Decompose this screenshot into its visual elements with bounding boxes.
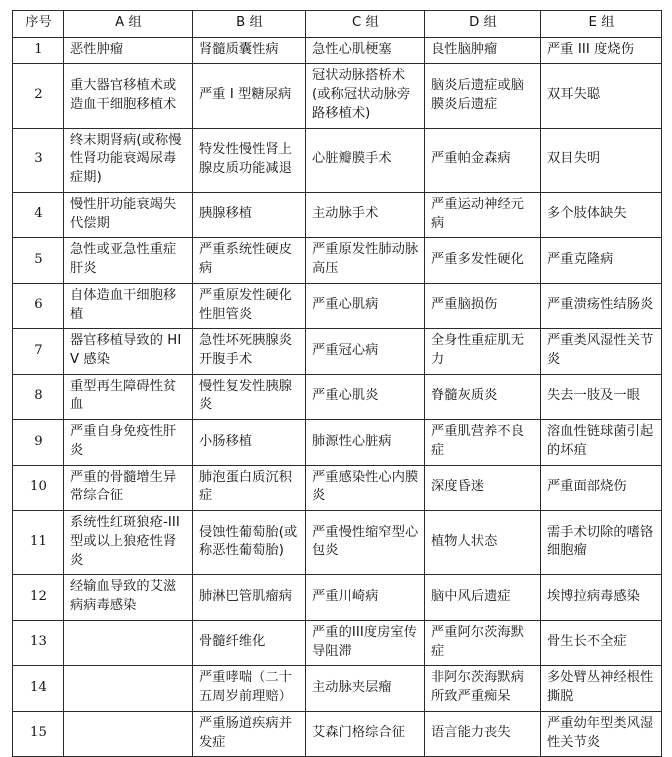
cell-group-b: 特发性慢性肾上腺皮质功能减退 <box>193 128 306 192</box>
cell-group-a: 器官移植导致的 HIV 感染 <box>64 329 193 374</box>
table-row <box>13 238 662 283</box>
cell-group-e: 严重溃疡性结肠炎 <box>541 283 662 328</box>
header-row <box>13 11 662 38</box>
cell-group-e: 埃博拉病毒感染 <box>541 575 662 620</box>
cell-group-b: 肾髓质囊性病 <box>193 37 306 64</box>
table-row <box>13 128 662 192</box>
cell-group-d: 全身性重症肌无力 <box>425 329 541 374</box>
cell-group-d: 良性脑肿瘤 <box>425 37 541 64</box>
table-body <box>13 37 662 757</box>
cell-group-b: 严重肠道疾病并发症 <box>193 711 306 756</box>
cell-group-d: 植物人状态 <box>425 511 541 575</box>
cell-group-b: 严重 I 型糖尿病 <box>193 64 306 128</box>
row-index: 1 <box>13 37 64 64</box>
row-index: 14 <box>13 666 64 711</box>
row-index: 5 <box>13 238 64 283</box>
cell-group-b: 严重哮喘（二十五周岁前理赔） <box>193 666 306 711</box>
cell-group-b: 骨髓纤维化 <box>193 620 306 665</box>
cell-group-d: 非阿尔茨海默病所致严重痴呆 <box>425 666 541 711</box>
column-header-group-c: C 组 <box>306 11 425 38</box>
cell-group-a <box>64 620 193 665</box>
cell-group-b: 侵蚀性葡萄胎(或称恶性葡萄胎) <box>193 511 306 575</box>
row-index: 10 <box>13 465 64 510</box>
cell-group-e: 严重幼年型类风湿性关节炎 <box>541 711 662 756</box>
cell-group-c: 严重川崎病 <box>306 575 425 620</box>
row-index: 11 <box>13 511 64 575</box>
cell-group-e: 双耳失聪 <box>541 64 662 128</box>
cell-group-d: 严重多发性硬化 <box>425 238 541 283</box>
row-index: 8 <box>13 374 64 419</box>
row-index: 7 <box>13 329 64 374</box>
table-row <box>13 283 662 328</box>
cell-group-a <box>64 666 193 711</box>
cell-group-e: 溶血性链球菌引起的坏疽 <box>541 420 662 465</box>
cell-group-e: 严重 III 度烧伤 <box>541 37 662 64</box>
cell-group-c: 严重的III度房室传导阻滞 <box>306 620 425 665</box>
column-header-group-d: D 组 <box>425 11 541 38</box>
table-row <box>13 465 662 510</box>
cell-group-c: 严重慢性缩窄型心包炎 <box>306 511 425 575</box>
cell-group-a <box>64 711 193 756</box>
row-index: 12 <box>13 575 64 620</box>
cell-group-c: 心脏瓣膜手术 <box>306 128 425 192</box>
cell-group-c: 严重心肌炎 <box>306 374 425 419</box>
cell-group-b: 严重原发性硬化性胆管炎 <box>193 283 306 328</box>
cell-group-d: 深度昏迷 <box>425 465 541 510</box>
column-header-index: 序号 <box>13 11 64 38</box>
table-row <box>13 711 662 756</box>
cell-group-e: 骨生长不全症 <box>541 620 662 665</box>
cell-group-d: 严重帕金森病 <box>425 128 541 192</box>
row-index: 4 <box>13 192 64 237</box>
table-row <box>13 192 662 237</box>
cell-group-c: 急性心肌梗塞 <box>306 37 425 64</box>
table-row <box>13 329 662 374</box>
cell-group-d: 严重脑损伤 <box>425 283 541 328</box>
cell-group-b: 急性坏死胰腺炎开腹手术 <box>193 329 306 374</box>
table-row <box>13 575 662 620</box>
column-header-group-e: E 组 <box>541 11 662 38</box>
cell-group-d: 脑炎后遗症或脑膜炎后遗症 <box>425 64 541 128</box>
cell-group-a: 经输血导致的艾滋病病毒感染 <box>64 575 193 620</box>
cell-group-a: 急性或亚急性重症肝炎 <box>64 238 193 283</box>
cell-group-d: 严重肌营养不良症 <box>425 420 541 465</box>
cell-group-a: 自体造血干细胞移植 <box>64 283 193 328</box>
table-header <box>13 11 662 38</box>
cell-group-b: 肺泡蛋白质沉积症 <box>193 465 306 510</box>
cell-group-c: 严重原发性肺动脉高压 <box>306 238 425 283</box>
cell-group-b: 肺淋巴管肌瘤病 <box>193 575 306 620</box>
row-index: 9 <box>13 420 64 465</box>
cell-group-e: 双目失明 <box>541 128 662 192</box>
table-row <box>13 620 662 665</box>
cell-group-e: 严重类风湿性关节炎 <box>541 329 662 374</box>
cell-group-c: 严重心肌病 <box>306 283 425 328</box>
cell-group-d: 语言能力丧失 <box>425 711 541 756</box>
cell-group-a: 严重的骨髓增生异常综合征 <box>64 465 193 510</box>
cell-group-e: 失去一肢及一眼 <box>541 374 662 419</box>
table-row <box>13 64 662 128</box>
cell-group-a: 重大器官移植术或造血干细胞移植术 <box>64 64 193 128</box>
table-row <box>13 374 662 419</box>
row-index: 13 <box>13 620 64 665</box>
row-index: 6 <box>13 283 64 328</box>
cell-group-d: 严重运动神经元病 <box>425 192 541 237</box>
cell-group-c: 严重冠心病 <box>306 329 425 374</box>
cell-group-c: 肺源性心脏病 <box>306 420 425 465</box>
cell-group-a: 系统性红斑狼疮-III 型或以上狼疮性肾炎 <box>64 511 193 575</box>
column-header-group-a: A 组 <box>64 11 193 38</box>
table-row <box>13 511 662 575</box>
cell-group-d: 脊髓灰质炎 <box>425 374 541 419</box>
cell-group-c: 艾森门格综合征 <box>306 711 425 756</box>
row-index: 15 <box>13 711 64 756</box>
cell-group-e: 多处臂丛神经根性撕脱 <box>541 666 662 711</box>
column-header-group-b: B 组 <box>193 11 306 38</box>
cell-group-c: 主动脉手术 <box>306 192 425 237</box>
cell-group-d: 脑中风后遗症 <box>425 575 541 620</box>
row-index: 3 <box>13 128 64 192</box>
cell-group-b: 胰腺移植 <box>193 192 306 237</box>
cell-group-c: 主动脉夹层瘤 <box>306 666 425 711</box>
cell-group-e: 多个肢体缺失 <box>541 192 662 237</box>
cell-group-c: 严重感染性心内膜炎 <box>306 465 425 510</box>
cell-group-b: 小肠移植 <box>193 420 306 465</box>
cell-group-c: 冠状动脉搭桥术(或称冠状动脉旁路移植术) <box>306 64 425 128</box>
cell-group-d: 严重阿尔茨海默症 <box>425 620 541 665</box>
cell-group-e: 需手术切除的嗜铬细胞瘤 <box>541 511 662 575</box>
row-index: 2 <box>13 64 64 128</box>
cell-group-a: 严重自身免疫性肝炎 <box>64 420 193 465</box>
cell-group-a: 慢性肝功能衰竭失代偿期 <box>64 192 193 237</box>
cell-group-a: 恶性肿瘤 <box>64 37 193 64</box>
cell-group-e: 严重克隆病 <box>541 238 662 283</box>
table-row <box>13 420 662 465</box>
table-row <box>13 37 662 64</box>
cell-group-b: 严重系统性硬皮病 <box>193 238 306 283</box>
critical-illness-group-table <box>12 10 662 757</box>
cell-group-b: 慢性复发性胰腺炎 <box>193 374 306 419</box>
cell-group-a: 重型再生障碍性贫血 <box>64 374 193 419</box>
table-row <box>13 666 662 711</box>
cell-group-a: 终末期肾病(或称慢性肾功能衰竭尿毒症期) <box>64 128 193 192</box>
cell-group-e: 严重面部烧伤 <box>541 465 662 510</box>
